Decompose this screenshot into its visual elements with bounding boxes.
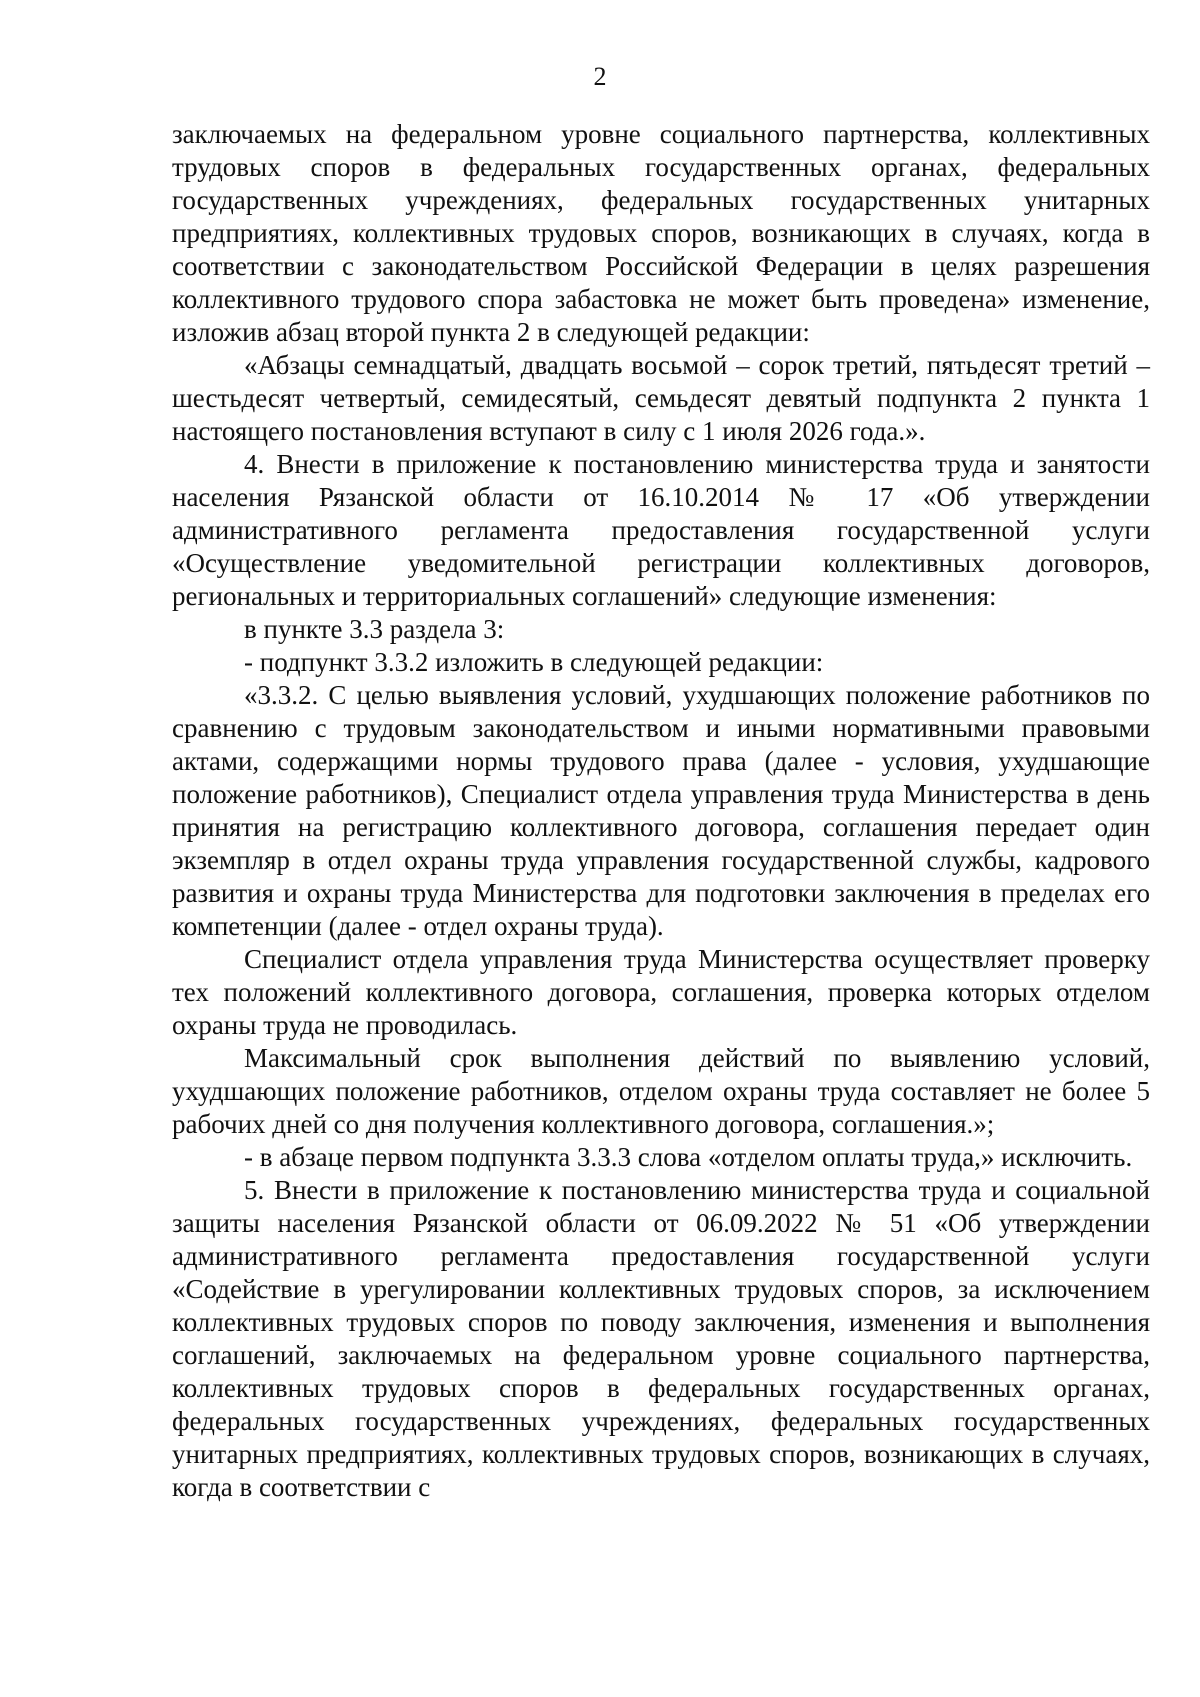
paragraph-item-5: 5. Внести в приложение к постановлению министерства труда и социальной защиты населения Рязанской области от 06.09.2022 № 51 «Об утверждении административного регламента предоставления государственной услуги «Содействие в урегулировании коллективных трудовых споров, за исключением коллективных трудовых споров по поводу заключения, изменения и выполнения соглашений, заключаемых на федеральном уровне социального партнерства, коллективных трудовых споров в федеральных государственных органах, федеральных государственных учреждениях, федеральных государственных унитарных предприятиях, коллективных трудовых споров, возникающих в случаях, когда в соответствии с — [172, 1175, 1150, 1502]
paragraph-item-4: 4. Внести в приложение к постановлению министерства труда и занятости населения Рязанской области от 16.10.2014 № 17 «Об утверждении административного регламента предоставления государственной услуги «Осуществление уведомительной регистрации коллективных договоров, региональных и территориальных соглашений» следующие изменения: — [172, 449, 1150, 611]
paragraph-max-term: Максимальный срок выполнения действий по выявлению условий, ухудшающих положение работников, отделом охраны труда составляет не более 5 рабочих дней со дня получения коллективного договора, соглашения.»; — [172, 1043, 1150, 1139]
document-body — [172, 118, 1150, 1504]
paragraph-subitem-3-3-2-text: «3.3.2. С целью выявления условий, ухудшающих положение работников по сравнению с трудовым законодательством и иными нормативными правовыми актами, содержащими нормы трудового права (далее - условия, ухудшающие положение работников), Специалист отдела управления труда Министерства в день принятия на регистрацию коллективного договора, соглашения передает один экземпляр в отдел охраны труда управления государственной службы, кадрового развития и охраны труда Министерства для подготовки заключения в пределах его компетенции (далее - отдел охраны труда). — [172, 680, 1150, 941]
paragraph-continuation: заключаемых на федеральном уровне социального партнерства, коллективных трудовых споров в федеральных государственных органах, федеральных государственных учреждениях, федеральных государственных унитарных предприятиях, коллективных трудовых споров, возникающих в случаях, когда в соответствии с законодательством Российской Федерации в целях разрешения коллективного трудового спора забастовка не может быть проведена» изменение, изложив абзац второй пункта 2 в следующей редакции: — [172, 119, 1150, 347]
paragraph-specialist-check: Специалист отдела управления труда Министерства осуществляет проверку тех положений коллективного договора, соглашения, проверка которых отделом охраны труда не проводилась. — [172, 944, 1150, 1040]
page-number: 2 — [593, 62, 607, 91]
paragraph-quoted-amendment: «Абзацы семнадцатый, двадцать восьмой – сорок третий, пятьдесят третий – шестьдесят четвертый, семидесятый, семьдесят девятый подпункта 2 пункта 1 настоящего постановления вступают в силу с 1 июля 2026 года.». — [172, 350, 1150, 446]
paragraph-subitem-3-3-2-instruction: - подпункт 3.3.2 изложить в следующей редакции: — [244, 647, 824, 677]
paragraph-section-3-3: в пункте 3.3 раздела 3: — [244, 614, 505, 644]
paragraph-subitem-3-3-3: - в абзаце первом подпункта 3.3.3 слова «отделом оплаты труда,» исключить. — [244, 1142, 1133, 1172]
